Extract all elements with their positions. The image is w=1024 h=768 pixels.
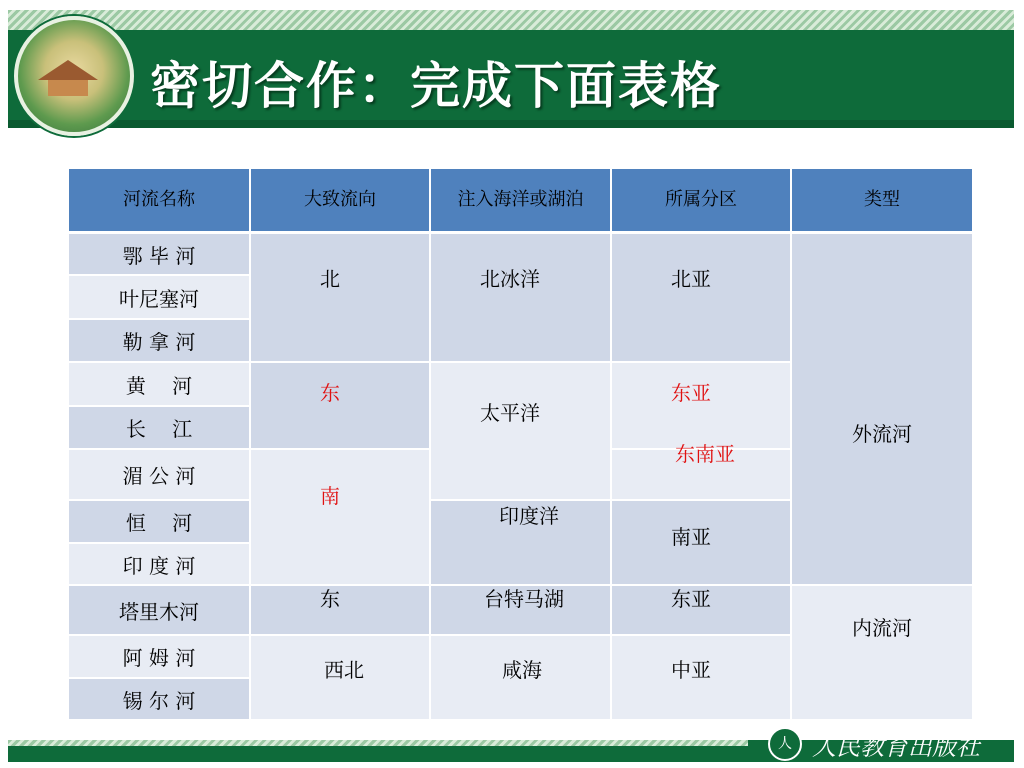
outlet-aral: 咸海 (502, 658, 542, 682)
direction-north: 北 (320, 267, 340, 291)
river-name-cell: 阿 姆 河 (69, 636, 249, 677)
region-central-asia: 中亚 (671, 658, 711, 682)
river-name-cell: 湄 公 河 (69, 450, 249, 499)
direction-east: 东 (320, 381, 340, 405)
outlet-group-pacific (431, 363, 610, 499)
direction-east-tarim: 东 (320, 587, 340, 611)
direction-group-north (251, 234, 429, 361)
publisher-name: 人民教育出版社 (812, 732, 980, 761)
outlet-arctic: 北冰洋 (480, 267, 540, 291)
river-name-cell: 鄂 毕 河 (69, 234, 249, 274)
header-outlet: 注入海洋或湖泊 (431, 169, 610, 231)
river-name-cell: 勒 拿 河 (69, 320, 249, 361)
page-title: 密切合作：完成下面表格 (150, 57, 722, 115)
region-east-asia-tarim: 东亚 (671, 587, 711, 611)
type-interior: 内流河 (852, 616, 912, 640)
river-name-cell: 印 度 河 (69, 544, 249, 584)
publisher-logo-icon: 人 (768, 727, 802, 761)
type-group-interior (792, 586, 972, 719)
region-group-north-asia (612, 234, 790, 361)
header-direction: 大致流向 (251, 169, 429, 231)
title-stripe (8, 10, 1014, 30)
outlet-taitema: 台特马湖 (484, 587, 564, 611)
direction-group-east (251, 363, 429, 448)
outlet-pacific: 太平洋 (480, 401, 540, 425)
region-southeast-asia: 东南亚 (675, 442, 735, 466)
river-name-cell: 恒 河 (69, 501, 249, 542)
header-river-name: 河流名称 (69, 169, 249, 231)
river-name-cell: 锡 尔 河 (69, 679, 249, 719)
type-exterior: 外流河 (852, 422, 912, 446)
region-east-asia: 东亚 (671, 381, 711, 405)
region-group-east-asia (612, 363, 790, 448)
river-name-cell: 黄 河 (69, 363, 249, 405)
publisher-brand (768, 724, 980, 764)
header-region: 所属分区 (612, 169, 790, 231)
region-north-asia: 北亚 (671, 267, 711, 291)
type-group-exterior (792, 234, 972, 584)
river-name-cell: 叶尼塞河 (69, 276, 249, 318)
region-south-asia: 南亚 (671, 525, 711, 549)
title-bar-shadow (8, 120, 1014, 128)
footer-stripe (8, 740, 748, 746)
hut-roof-icon (38, 60, 98, 80)
direction-group-south (251, 450, 429, 584)
header-type: 类型 (792, 169, 972, 231)
direction-northwest: 西北 (324, 658, 364, 682)
river-name-cell: 长 江 (69, 407, 249, 448)
river-name-cell: 塔里木河 (69, 586, 249, 634)
direction-south: 南 (320, 484, 340, 508)
hut-body-icon (48, 80, 88, 96)
outlet-indian: 印度洋 (499, 504, 559, 528)
outlet-group-arctic (431, 234, 610, 361)
